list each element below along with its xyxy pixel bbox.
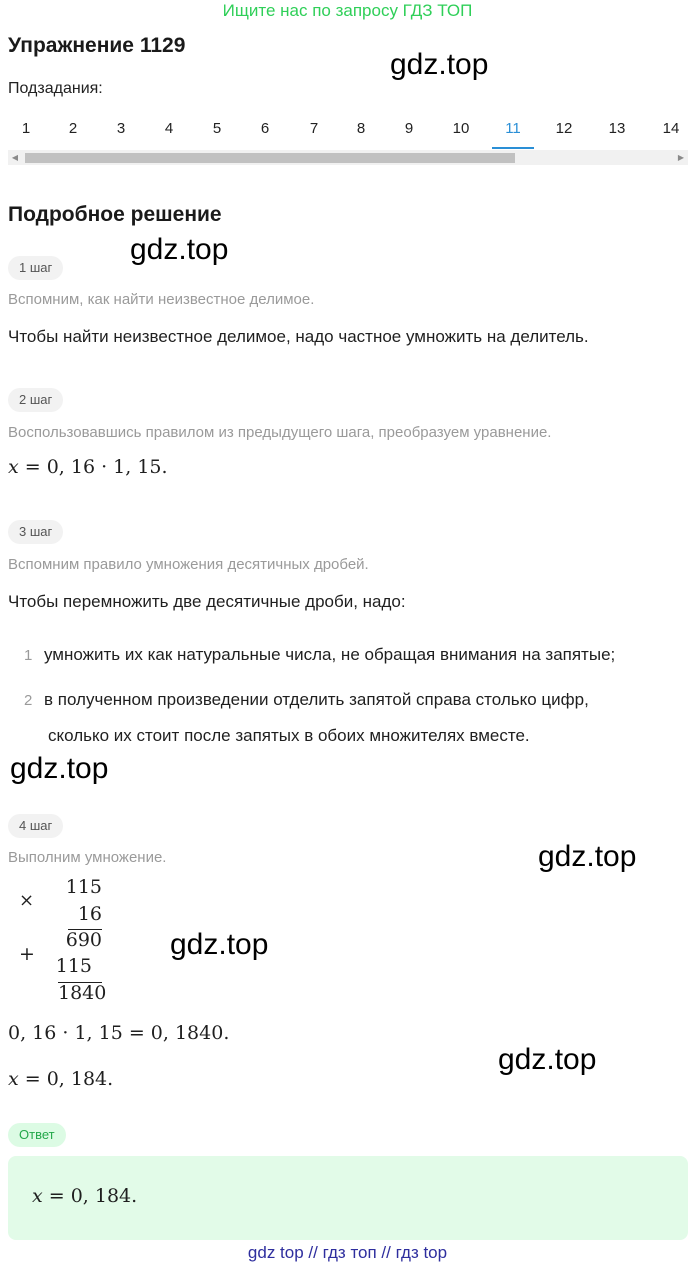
scrollbar-thumb[interactable]	[25, 153, 515, 163]
step-3-badge: 3 шаг	[8, 520, 63, 544]
subtask-tab-6[interactable]: 6	[260, 120, 270, 137]
partial-product-2: 115	[55, 955, 92, 977]
step-2-equation: x = 0, 16 · 1, 15.	[8, 456, 168, 478]
step-3-text: Чтобы перемножить две десятичные дроби, надо:	[8, 592, 406, 611]
answer-box	[8, 1156, 688, 1240]
subtask-tab-10[interactable]: 10	[452, 120, 470, 137]
scroll-right-arrow-icon[interactable]: ▶	[677, 153, 685, 162]
watermark: gdz.top	[498, 1043, 597, 1076]
subtask-tab-2[interactable]: 2	[68, 120, 78, 137]
subtask-tab-3[interactable]: 3	[116, 120, 126, 137]
factor-2: 16	[77, 903, 102, 925]
list-item-number: 2	[24, 692, 33, 709]
subtask-tab-9[interactable]: 9	[404, 120, 414, 137]
watermark: gdz.top	[390, 48, 489, 81]
list-item-number: 1	[24, 647, 33, 664]
watermark: gdz.top	[538, 840, 637, 873]
list-item-text: в полученном произведении отделить запятой справа столько цифр,	[44, 690, 589, 709]
subtask-tab-1[interactable]: 1	[21, 120, 31, 137]
step-4-equation: 0, 16 · 1, 15 = 0, 1840.	[8, 1022, 230, 1044]
step-1-text: Чтобы найти неизвестное делимое, надо частное умножить на делитель.	[8, 327, 589, 346]
subtasks-scrollbar[interactable]	[8, 150, 688, 165]
step-2-hint: Воспользовавшись правилом из предыдущего шага, преобразуем уравнение.	[8, 424, 552, 441]
answer-value: x = 0, 184.	[32, 1185, 138, 1207]
step-1-badge: 1 шаг	[8, 256, 63, 280]
step-4-badge: 4 шаг	[8, 814, 63, 838]
footer-links[interactable]: gdz top // гдз топ // гдз top	[247, 1243, 448, 1262]
subtask-tab-7[interactable]: 7	[309, 120, 319, 137]
answer-badge: Ответ	[8, 1123, 66, 1147]
scroll-left-arrow-icon[interactable]: ◀	[11, 153, 19, 162]
subtasks-label: Подзадания:	[8, 80, 103, 97]
subtask-tabs	[8, 112, 695, 150]
subtask-tab-8[interactable]: 8	[356, 120, 366, 137]
factor-1: 115	[65, 876, 102, 898]
subtask-tab-11[interactable]: 11	[493, 112, 533, 148]
top-banner-link[interactable]: Ищите нас по запросу ГДЗ ТОП	[222, 1, 473, 20]
list-item-text: умножить их как натуральные числа, не обращая внимания на запятые;	[44, 645, 616, 664]
page-title: Упражнение 1129	[8, 34, 186, 57]
plus-sign: +	[19, 943, 35, 965]
subtask-tab-12[interactable]: 12	[555, 120, 573, 137]
product-result: 1840	[58, 982, 107, 1004]
subtask-tab-4[interactable]: 4	[164, 120, 174, 137]
subtask-tab-14[interactable]: 14	[662, 120, 680, 137]
watermark: gdz.top	[130, 233, 229, 266]
partial-product-1: 690	[65, 929, 102, 951]
subtask-tab-5[interactable]: 5	[212, 120, 222, 137]
step-3-hint: Вспомним правило умножения десятичных дробей.	[8, 556, 369, 573]
section-title: Подробное решение	[8, 203, 222, 226]
step-1-hint: Вспомним, как найти неизвестное делимое.	[8, 291, 315, 308]
times-sign: ×	[19, 890, 35, 911]
watermark: gdz.top	[170, 928, 269, 961]
step-2-badge: 2 шаг	[8, 388, 63, 412]
list-item-text-continued: сколько их стоит после запятых в обоих множителях вместе.	[48, 726, 530, 745]
step-4-result: x = 0, 184.	[8, 1068, 114, 1090]
step-4-hint: Выполним умножение.	[8, 849, 167, 866]
subtask-tab-13[interactable]: 13	[608, 120, 626, 137]
watermark: gdz.top	[10, 752, 109, 785]
